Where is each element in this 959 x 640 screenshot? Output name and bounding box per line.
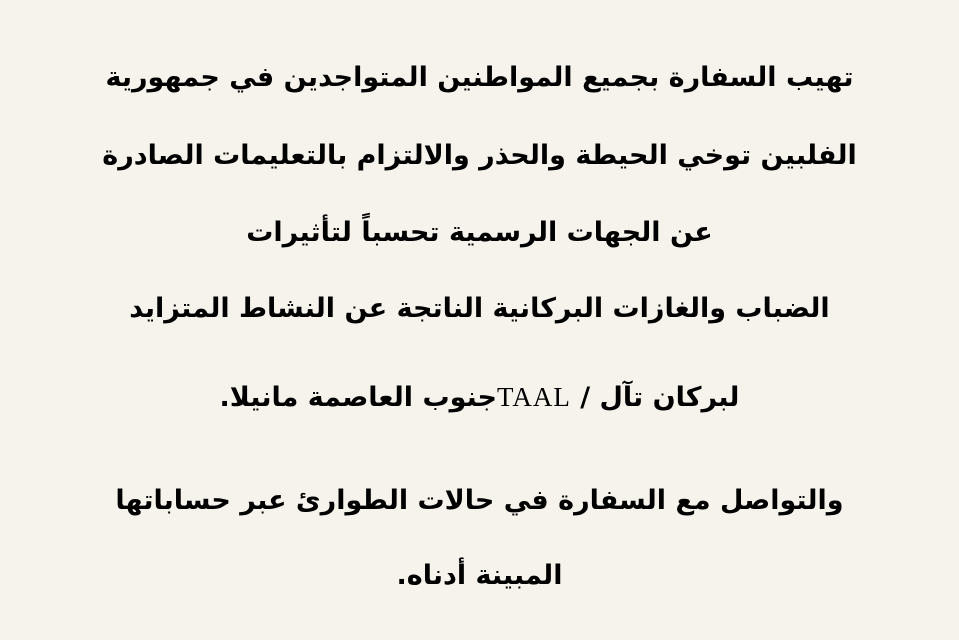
- volcano-name-latin: TAAL: [497, 382, 571, 412]
- announcement-line-5: [40, 377, 919, 418]
- announcement-line-3: عن الجهات الرسمية تحسباً لتأثيرات: [246, 217, 713, 248]
- announcement-line-1: تهيب السفارة بجميع المواطنين المتواجدين في جمهورية: [105, 62, 854, 93]
- location-text: جنوب العاصمة مانيلا.: [219, 382, 497, 413]
- announcement-line-2: الفلبين توخي الحيطة والحذر والالتزام بالتعليمات الصادرة: [102, 140, 857, 171]
- volcano-name-arabic: لبركان تآل /: [570, 382, 740, 413]
- announcement-line-7: المبينة أدناه.: [396, 560, 563, 591]
- announcement-line-4: الضباب والغازات البركانية الناتجة عن النشاط المتزايد: [129, 293, 830, 324]
- announcement-line-6: والتواصل مع السفارة في حالات الطوارئ عبر حساباتها: [115, 485, 844, 516]
